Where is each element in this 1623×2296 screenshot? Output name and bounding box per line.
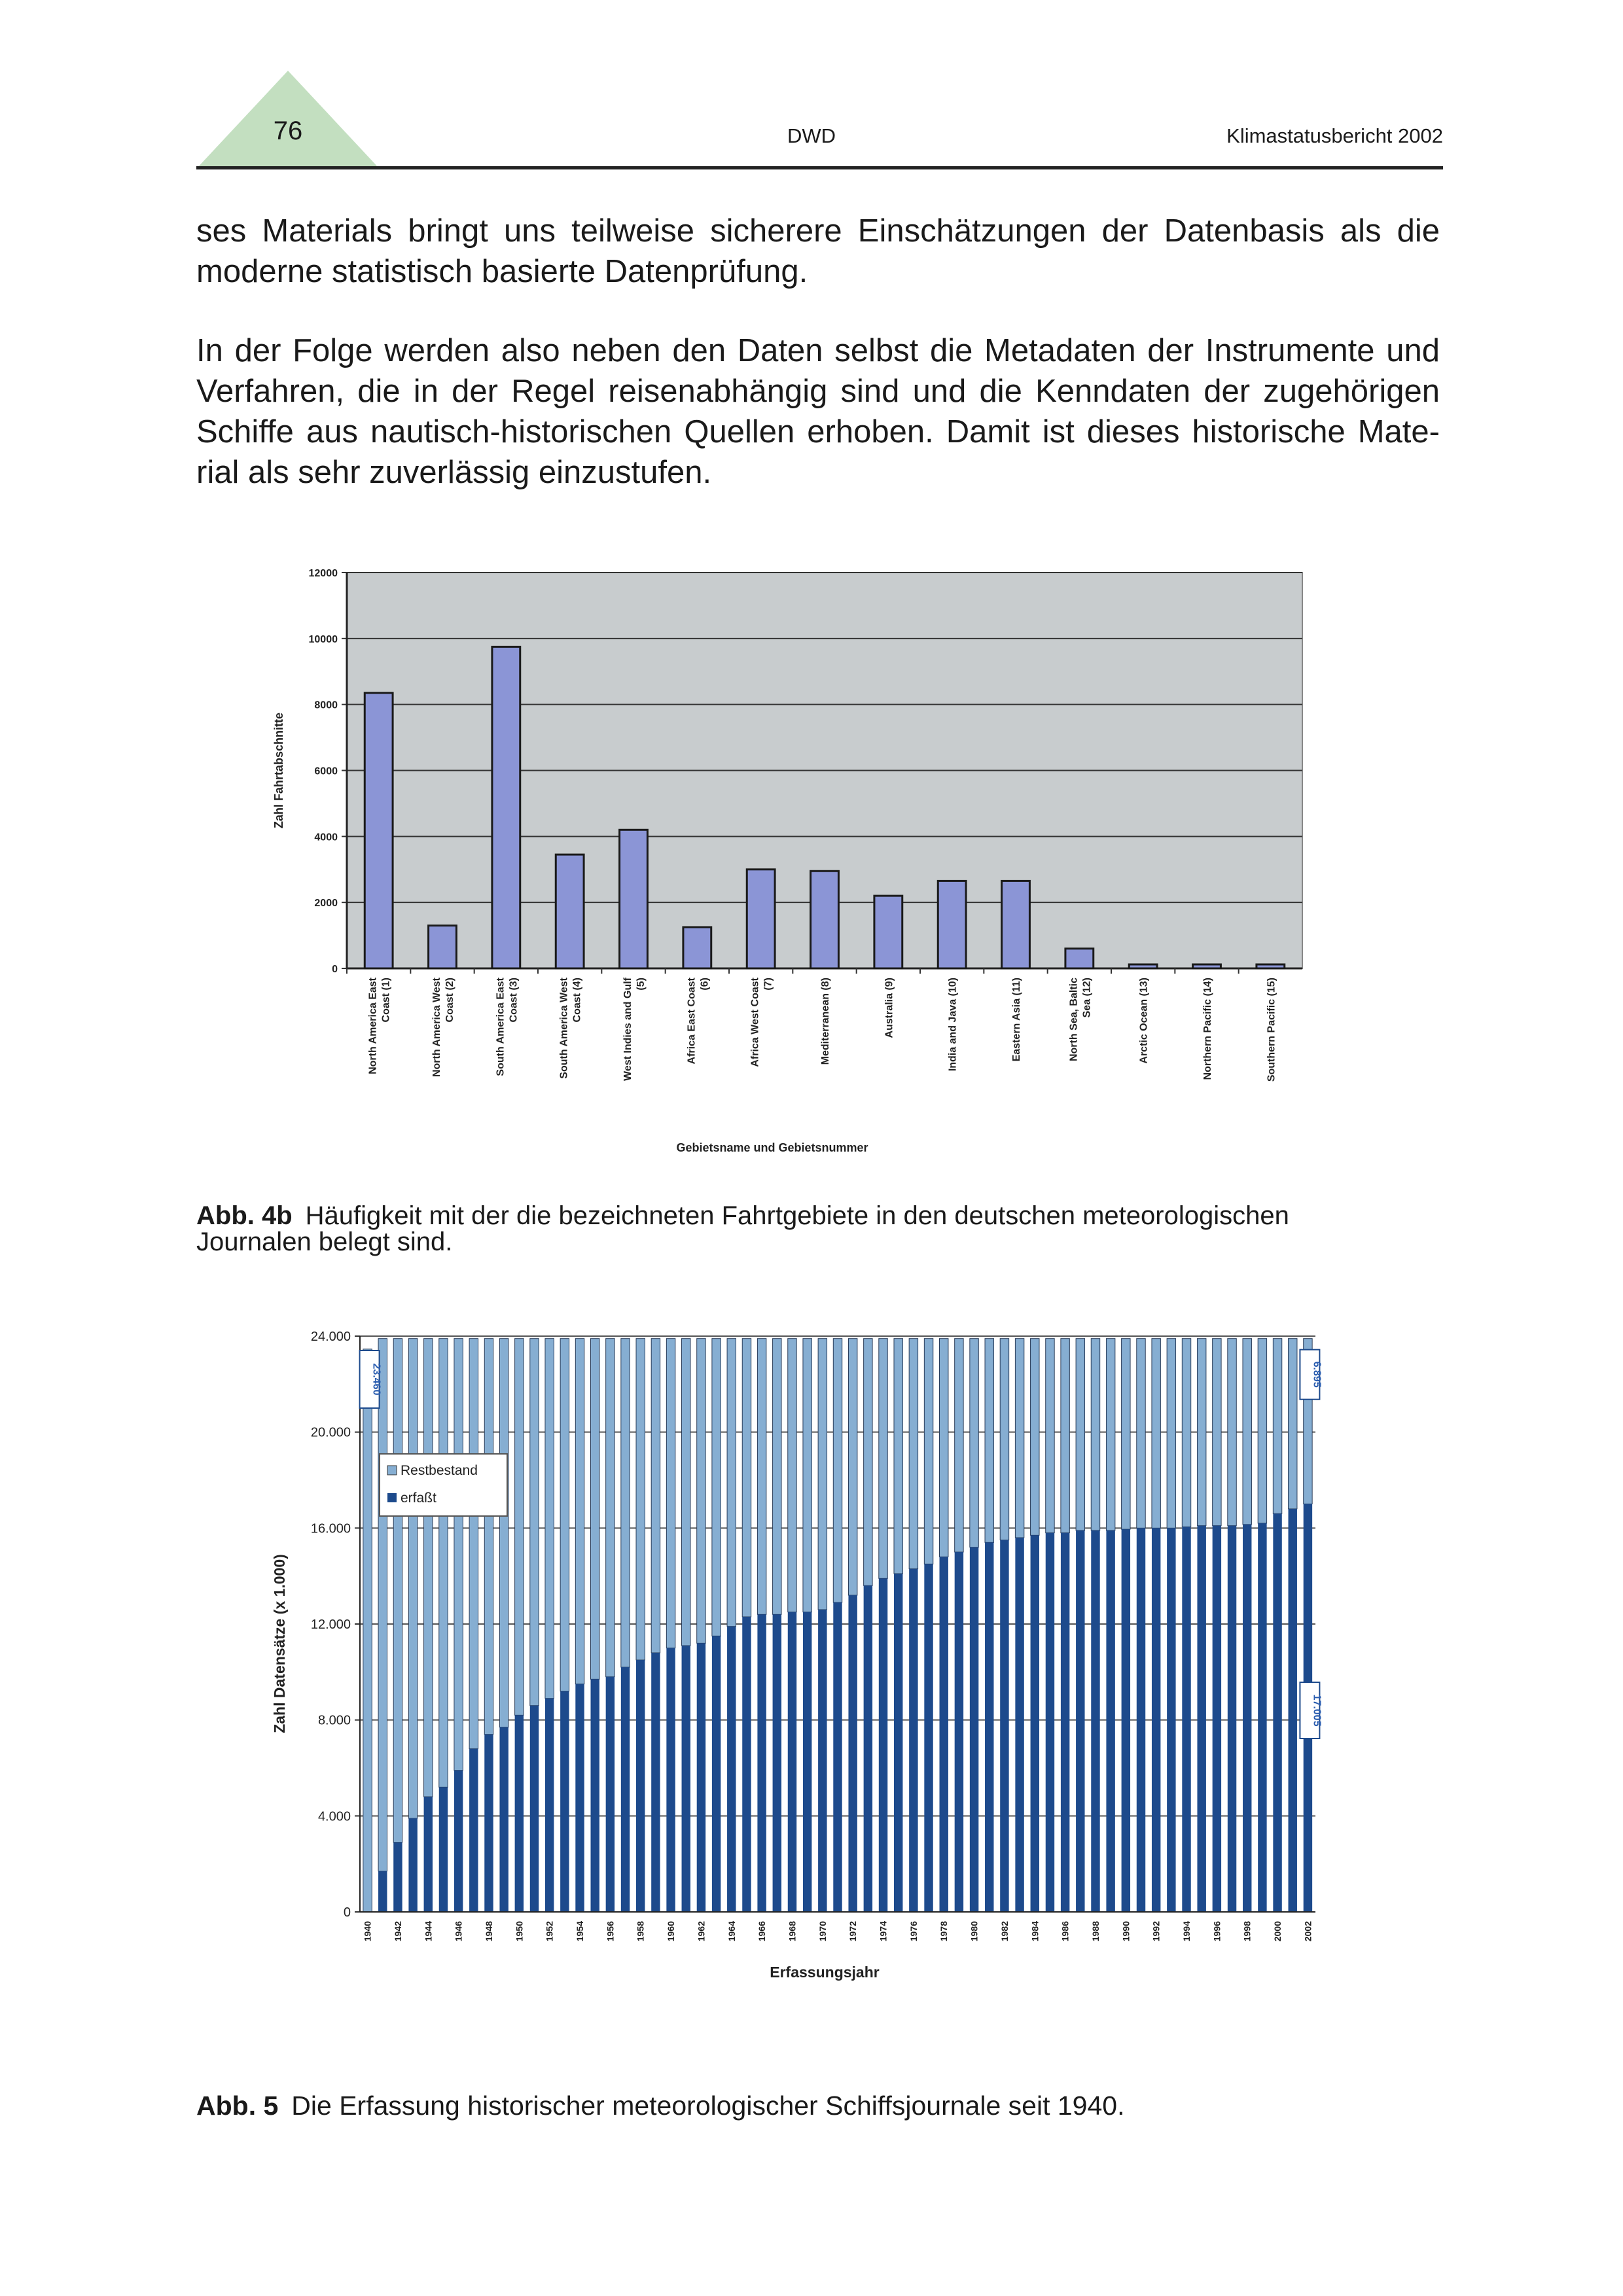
y-tick-label: 0 [343,1905,351,1920]
bar-erfasst [590,1679,599,1912]
bar-restbestand [1289,1339,1297,1509]
bar-erfasst [545,1699,554,1912]
bar-restbestand [985,1339,993,1543]
x-tick-label [1266,978,1277,1082]
bar-restbestand [393,1339,402,1843]
bar-erfasst [864,1585,872,1912]
bar-restbestand [651,1339,660,1653]
bar-erfasst [469,1749,478,1912]
bar-restbestand [1152,1339,1160,1528]
bar-erfasst [1137,1528,1145,1912]
x-tick-label [1202,978,1213,1080]
x-tick-label: 1948 [483,1921,494,1942]
x-axis-title: Erfassungsjahr [770,1964,880,1981]
bar-restbestand [1076,1339,1084,1530]
bar-erfasst [1258,1523,1266,1912]
bar-erfasst [1076,1530,1084,1912]
x-tick-label: 2002 [1302,1921,1313,1942]
bar-restbestand [1197,1339,1205,1526]
bar-restbestand [545,1339,554,1699]
bar-erfasst [818,1610,827,1912]
bar-erfasst [621,1667,630,1912]
text-line: Schiffe aus nautisch-historischen Quellen erhoben. Damit ist dieses historische Mate- [196,414,1440,450]
x-tick-label-line: Southern Pacific (15) [1266,978,1277,1082]
x-tick-label-line: India and Java (10) [947,978,959,1072]
y-tick-label: 10000 [308,633,338,645]
bar-erfasst [393,1843,402,1912]
x-tick-label-line: (7) [762,978,774,991]
x-tick-label: 1956 [605,1921,616,1942]
caption-text: Häufigkeit mit der die bezeichneten Fahrtgebiete in den deutschen meteorologischen [305,1201,1289,1230]
bar-restbestand [439,1339,448,1788]
bar-restbestand [606,1339,615,1677]
x-tick-label-line: Arctic Ocean (13) [1138,978,1150,1064]
x-tick-label-line: (6) [699,978,711,991]
x-tick-label: 1954 [575,1921,586,1942]
bar-erfasst [909,1569,918,1912]
bar-restbestand [697,1339,705,1644]
bar-erfasst [1167,1528,1175,1912]
bar-erfasst [1182,1527,1190,1913]
bar [1257,964,1285,968]
bar [620,830,648,968]
y-tick-label: 2000 [314,898,338,910]
bar-restbestand [788,1339,796,1612]
bar-restbestand [590,1339,599,1680]
text-line: ses Materials bringt uns teilweise sicherere Einschätzungen der Datenbasis als die [196,213,1440,249]
bar-restbestand [530,1339,539,1706]
bar [1193,964,1221,968]
y-axis-title: Zahl Datensätze (x 1.000) [271,1554,288,1733]
x-tick-label [750,977,774,1067]
bar-restbestand [469,1339,478,1749]
bar-restbestand [924,1339,933,1564]
bar-restbestand [515,1339,524,1716]
y-tick-label: 6000 [314,766,338,777]
bar-erfasst [575,1684,584,1912]
x-tick-label-line: Coast (3) [508,978,520,1023]
bar-restbestand [1228,1339,1236,1526]
bar-erfasst [803,1612,812,1912]
x-tick-label: 1958 [635,1921,646,1942]
bar-erfasst [727,1627,736,1912]
bar-erfasst [530,1706,539,1912]
bar-erfasst [940,1557,948,1912]
bar-restbestand [1213,1339,1221,1526]
header-center: DWD [787,124,836,147]
bar-restbestand [1091,1339,1099,1530]
bar-erfasst [666,1648,675,1912]
x-tick-label: 1968 [787,1921,798,1942]
x-tick-label: 1992 [1150,1921,1162,1942]
x-tick-label-line: South America East [495,978,507,1076]
x-axis-title: Gebietsname und Gebietsnummer [676,1141,868,1154]
bar-erfasst [439,1787,448,1912]
x-tick-label-line: Coast (4) [571,978,583,1023]
figure-4b-caption [196,1203,1289,1255]
bar-restbestand [879,1339,887,1579]
figure-label: Abb. 4b [196,1201,293,1230]
bar-erfasst [408,1818,417,1912]
bar-restbestand [682,1339,690,1646]
bar-restbestand [712,1339,721,1636]
bar-erfasst [985,1542,993,1912]
bar-restbestand [742,1339,751,1617]
bar-restbestand [1122,1339,1130,1530]
bar [683,927,711,968]
x-tick-label-line: Sea (12) [1081,978,1093,1018]
x-tick-label [1068,978,1092,1061]
bar-restbestand [1106,1339,1115,1530]
bar-restbestand [363,1349,372,1912]
bar-erfasst [712,1636,721,1912]
x-tick-label: 1984 [1029,1921,1041,1942]
y-tick-label: 12.000 [310,1617,351,1632]
bar-erfasst [924,1564,933,1912]
chart-fahrtgebiete [249,556,1335,1165]
bar-erfasst [424,1797,433,1912]
bar-restbestand [575,1339,584,1684]
bar-restbestand [1243,1339,1251,1525]
bar-erfasst [606,1677,615,1912]
bar-restbestand [484,1339,493,1735]
bar-erfasst [742,1617,751,1912]
bar-erfasst [1046,1533,1054,1912]
x-tick-label: 1978 [938,1921,950,1942]
x-tick-label: 1966 [757,1921,768,1942]
value-annotation: 6.895 [1311,1361,1323,1388]
bar-erfasst [970,1547,978,1912]
bar-erfasst [833,1602,842,1912]
bar-restbestand [1061,1339,1069,1533]
x-tick-label-line: South America West [558,978,570,1079]
x-tick-label [495,977,519,1076]
page-number: 76 [273,116,303,145]
text-line: Verfahren, die in der Regel reisenabhängig sind und die Kenndaten der zugehörigen [196,374,1440,409]
bar [874,896,902,968]
x-tick-label [559,977,583,1078]
x-tick-label-line: Mediterranean (8) [820,978,831,1065]
bar-erfasst [757,1614,766,1912]
bar-erfasst [1091,1530,1099,1912]
x-tick-label: 2000 [1272,1921,1283,1942]
bar-erfasst [1197,1526,1205,1912]
y-tick-label: 8.000 [317,1713,351,1728]
bar [938,881,966,968]
bar-erfasst [1213,1526,1221,1912]
x-tick-label-line: Australia (9) [883,978,895,1038]
bar [556,855,584,968]
bar-erfasst [515,1715,524,1912]
bar-erfasst [1061,1533,1069,1912]
bar-restbestand [1182,1339,1190,1527]
x-tick-label: 1974 [878,1921,889,1942]
x-tick-label [820,978,831,1065]
y-tick-label: 0 [332,964,338,975]
text-line: In der Folge werden also neben den Daten selbst die Metadaten der Instrumente und [196,333,1440,368]
bar-erfasst [955,1552,963,1912]
x-tick-label-line: Northern Pacific (14) [1202,978,1213,1080]
bar-restbestand [499,1339,508,1727]
x-tick-label: 1952 [544,1921,555,1942]
value-annotation: 17.005 [1311,1694,1323,1727]
bar [1129,964,1157,968]
caption-text: Die Erfassung historischer meteorologischer Schiffsjournale seit 1940. [291,2091,1125,2121]
bar-restbestand [1000,1339,1008,1540]
x-tick-label: 1996 [1211,1921,1222,1942]
x-tick-label-line: (5) [635,978,647,991]
bar-restbestand [773,1339,781,1615]
bar-restbestand [1167,1339,1175,1528]
bar-restbestand [727,1339,736,1627]
bar-restbestand [1258,1339,1266,1523]
bar [1065,949,1094,968]
bar-restbestand [621,1339,630,1667]
bar-restbestand [833,1339,842,1602]
bar-erfasst [894,1574,902,1912]
figure-label: Abb. 5 [196,2091,279,2121]
header-rule [196,166,1443,169]
x-tick-label-line: Coast (1) [380,978,392,1023]
bar-erfasst [636,1660,645,1912]
bar-erfasst [1106,1530,1115,1912]
bar-restbestand [970,1339,978,1547]
bar [811,871,839,968]
x-tick-label [1011,978,1022,1061]
bar-erfasst [484,1735,493,1912]
paragraph-1 [196,211,1440,292]
x-tick-label-line: North America East [367,978,379,1074]
bar-erfasst [879,1578,887,1912]
bar-restbestand [1046,1339,1054,1533]
x-tick-label: 1976 [908,1921,919,1942]
bar-restbestand [560,1339,569,1691]
x-tick-label: 1990 [1120,1921,1132,1942]
x-tick-label: 1994 [1181,1921,1192,1942]
bar-erfasst [1015,1538,1024,1912]
x-tick-label-line: Africa West Coast [749,978,761,1067]
bar-erfasst [1243,1525,1251,1912]
y-tick-label: 4000 [314,832,338,843]
x-tick-label: 1988 [1090,1921,1101,1942]
legend-swatch-restbestand [387,1466,397,1475]
bar-restbestand [636,1339,645,1660]
bar-erfasst [848,1595,857,1912]
x-tick-label: 1970 [817,1921,828,1942]
y-tick-label: 12000 [308,568,338,579]
bar-restbestand [864,1339,872,1586]
x-tick-label [948,978,959,1071]
x-tick-label-line: Africa East Coast [686,978,698,1065]
x-tick-label: 1962 [696,1921,707,1942]
chart-erfassung [249,1312,1361,1999]
x-tick-label-line: West Indies and Gulf [622,978,633,1081]
bar-erfasst [788,1612,796,1912]
bar-erfasst [1000,1540,1008,1912]
x-tick-label-line: Eastern Asia (11) [1011,978,1022,1062]
x-tick-label-line: North America West [431,978,442,1078]
x-tick-label: 1972 [847,1921,859,1942]
x-tick-label: 1986 [1060,1921,1071,1942]
bar-erfasst [1031,1535,1039,1912]
header-right: Klimastatusbericht 2002 [1226,124,1443,147]
bar-restbestand [424,1339,433,1797]
bar-erfasst [1122,1529,1130,1912]
bar-erfasst [378,1871,387,1912]
bar-restbestand [894,1339,902,1574]
figure-5-caption [196,2093,1124,2119]
x-tick-label: 1946 [453,1921,464,1942]
bar-restbestand [909,1339,918,1569]
bar-restbestand [378,1339,387,1871]
bar [1002,881,1030,968]
x-tick-label: 1950 [514,1921,525,1942]
bar-erfasst [1228,1526,1236,1912]
y-axis-title: Zahl Fahrtabschnitte [272,712,285,829]
y-tick-label: 8000 [314,699,338,711]
bar-erfasst [773,1614,781,1912]
bar-restbestand [1015,1339,1024,1538]
x-tick-label: 1980 [969,1921,980,1942]
y-tick-label: 20.000 [310,1425,351,1440]
bar-erfasst [1152,1528,1160,1912]
x-tick-label: 1944 [423,1921,434,1942]
bar [365,693,393,968]
legend-swatch-erfasst [387,1493,397,1502]
bar-restbestand [818,1339,827,1610]
text-line: moderne statistisch basierte Datenprüfung. [196,254,808,289]
bar-restbestand [955,1339,963,1552]
y-tick-label: 16.000 [310,1521,351,1536]
bar-restbestand [1273,1339,1281,1514]
bar-erfasst [682,1646,690,1912]
bar [429,925,457,968]
bar-restbestand [803,1339,812,1612]
bar-restbestand [757,1339,766,1615]
bar-erfasst [560,1691,569,1912]
legend-label-erfasst: erfaßt [401,1491,437,1506]
bar-restbestand [1137,1339,1145,1528]
bar [492,646,520,968]
bar-erfasst [1289,1509,1297,1912]
x-tick-label: 1998 [1241,1921,1253,1942]
x-tick-label: 1940 [362,1921,373,1942]
y-tick-label: 24.000 [310,1330,351,1344]
x-tick-label-line: North Sea, Baltic [1068,978,1080,1062]
bar-erfasst [454,1771,463,1912]
bar-restbestand [408,1339,417,1818]
bar-erfasst [499,1727,508,1912]
x-tick-label [883,978,895,1038]
x-tick-label: 1964 [726,1921,737,1942]
x-tick-label: 1942 [392,1921,403,1942]
x-tick-label [1139,978,1150,1064]
bar-erfasst [697,1643,705,1912]
text-line: rial als sehr zuverlässig einzustufen. [196,455,712,490]
x-tick-label: 1982 [999,1921,1010,1942]
x-tick-label [431,977,455,1077]
x-tick-label: 1960 [666,1921,677,1942]
bar [747,870,775,968]
bar-restbestand [666,1339,675,1648]
paragraph-2 [196,330,1440,493]
bar-restbestand [1031,1339,1039,1536]
legend-label-restbestand: Restbestand [401,1463,478,1478]
bar-erfasst [651,1653,660,1912]
bar-restbestand [848,1339,857,1595]
caption-text: Journalen belegt sind. [196,1227,453,1256]
bar-restbestand [454,1339,463,1771]
value-annotation: 23.460 [370,1363,382,1396]
y-tick-label: 4.000 [317,1809,351,1824]
x-tick-label-line: Coast (2) [444,978,455,1023]
bar-erfasst [1273,1513,1281,1912]
x-tick-label [368,977,392,1074]
bar-restbestand [940,1339,948,1557]
x-tick-label [622,977,647,1081]
x-tick-label [686,977,710,1064]
